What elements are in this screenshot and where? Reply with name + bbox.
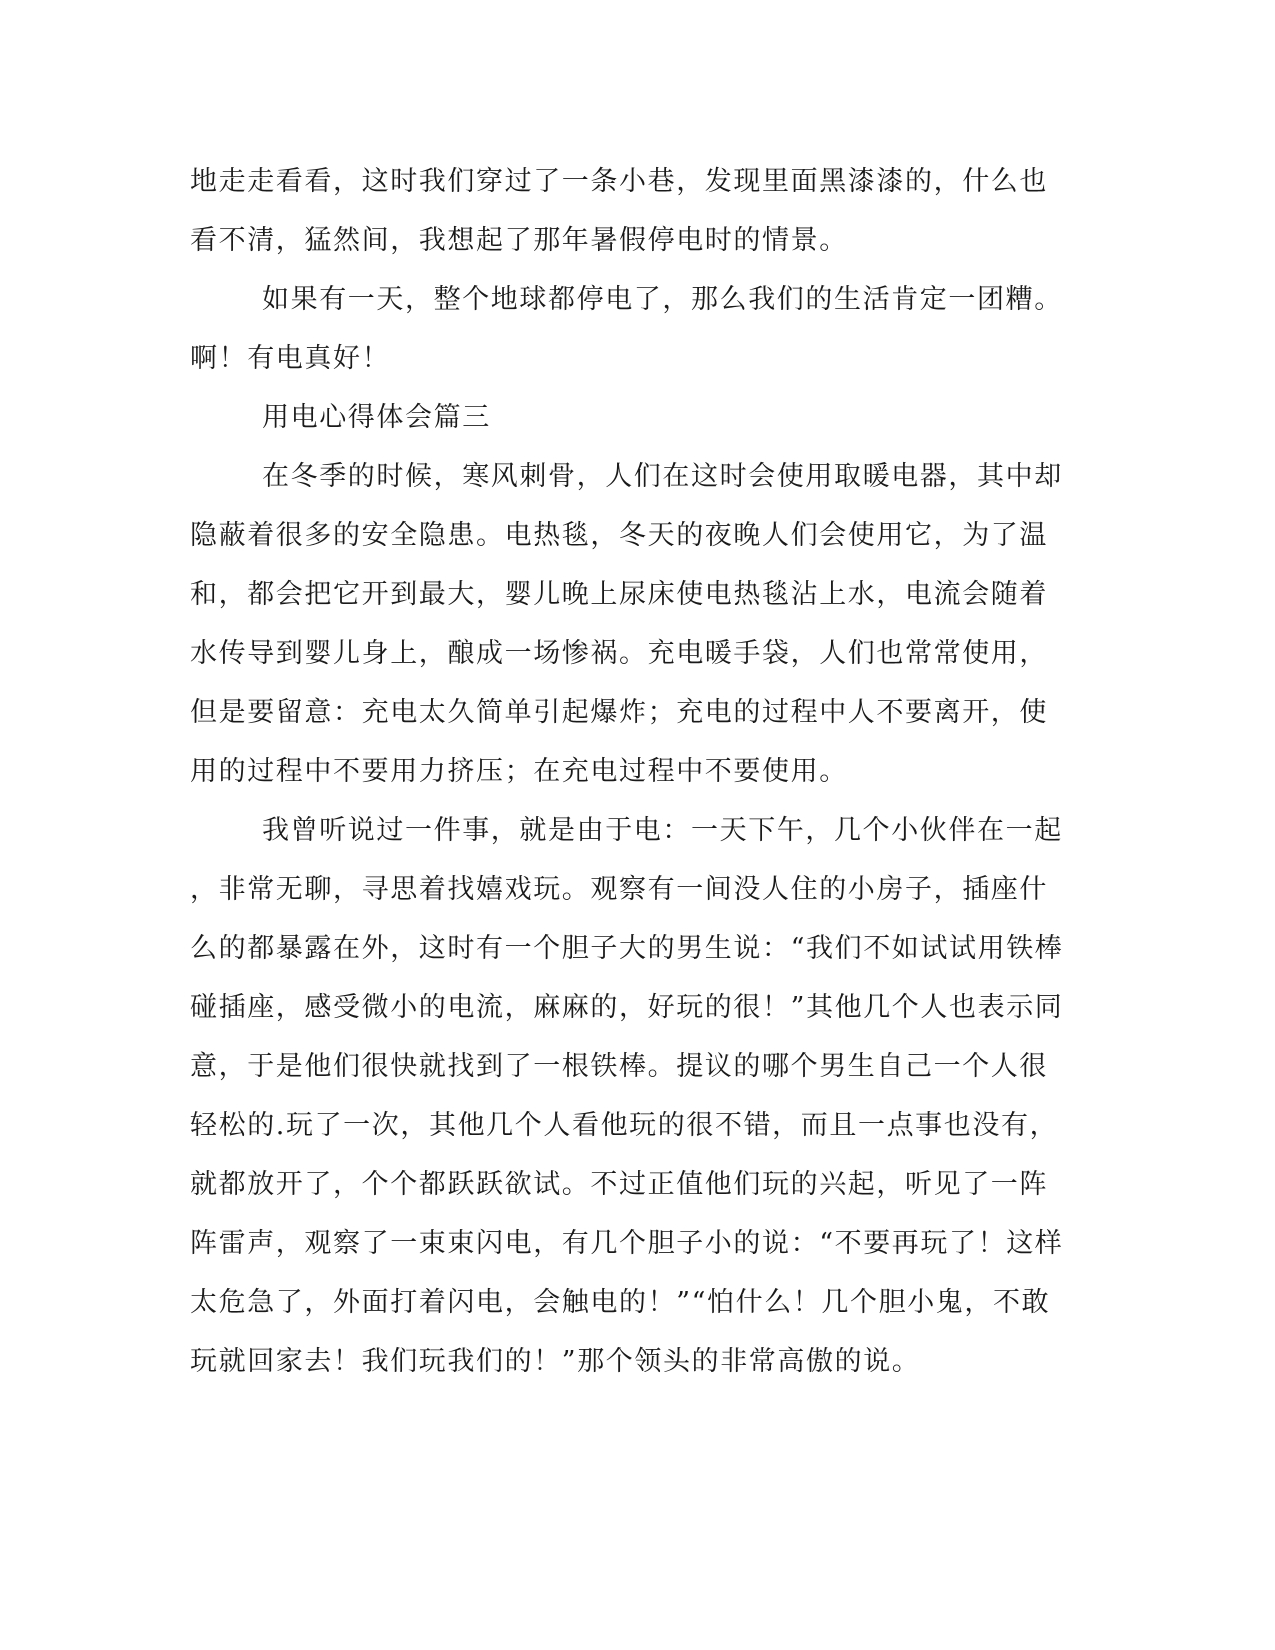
text-line: 碰插座，感受微小的电流，麻麻的，好玩的很！”其他几个人也表示同 <box>190 992 1064 1023</box>
text-line: 太危急了，外面打着闪电，会触电的！”“怕什么！几个胆小鬼，不敢 <box>190 1287 1051 1318</box>
paragraph-first-line: 在冬季的时候，寒风刺骨，人们在这时会使用取暖电器，其中却 <box>262 461 1063 492</box>
text-line: ，非常无聊，寻思着找嬉戏玩。观察有一间没人住的小房子，插座什 <box>190 874 1048 905</box>
text-line: 和，都会把它开到最大，婴儿晚上尿床使电热毯沾上水，电流会随着 <box>190 579 1048 610</box>
paragraph-first-line: 我曾听说过一件事，就是由于电：一天下午，几个小伙伴在一起 <box>262 815 1063 846</box>
text-line: 轻松的.玩了一次，其他几个人看他玩的很不错，而且一点事也没有， <box>190 1110 1059 1141</box>
text-line: 阵雷声，观察了一束束闪电，有几个胆子小的说：“不要再玩了！这样 <box>190 1228 1064 1259</box>
text-line: 隐蔽着很多的安全隐患。电热毯，冬天的夜晚人们会使用它，为了温 <box>190 520 1048 551</box>
text-line: 意，于是他们很快就找到了一根铁棒。提议的哪个男生自己一个人很 <box>190 1051 1048 1082</box>
text-line: 啊！有电真好！ <box>190 343 391 374</box>
text-line: 玩就回家去！我们玩我们的！”那个领头的非常高傲的说。 <box>190 1346 921 1377</box>
text-line: 用的过程中不要用力挤压；在充电过程中不要使用。 <box>190 756 848 787</box>
text-line: 看不清，猛然间，我想起了那年暑假停电时的情景。 <box>190 225 848 256</box>
text-line: 就都放开了，个个都跃跃欲试。不过正值他们玩的兴起，听见了一阵 <box>190 1169 1048 1200</box>
text-line: 么的都暴露在外，这时有一个胆子大的男生说：“我们不如试试用铁棒 <box>190 933 1064 964</box>
paragraph-first-line: 如果有一天，整个地球都停电了，那么我们的生活肯定一团糟。 <box>262 284 1063 315</box>
text-line: 但是要留意：充电太久简单引起爆炸；充电的过程中人不要离开，使 <box>190 697 1048 728</box>
text-line: 水传导到婴儿身上，酿成一场惨祸。充电暖手袋，人们也常常使用， <box>190 638 1048 669</box>
section-heading: 用电心得体会篇三 <box>262 402 491 433</box>
text-line: 地走走看看，这时我们穿过了一条小巷，发现里面黑漆漆的，什么也 <box>190 166 1048 197</box>
